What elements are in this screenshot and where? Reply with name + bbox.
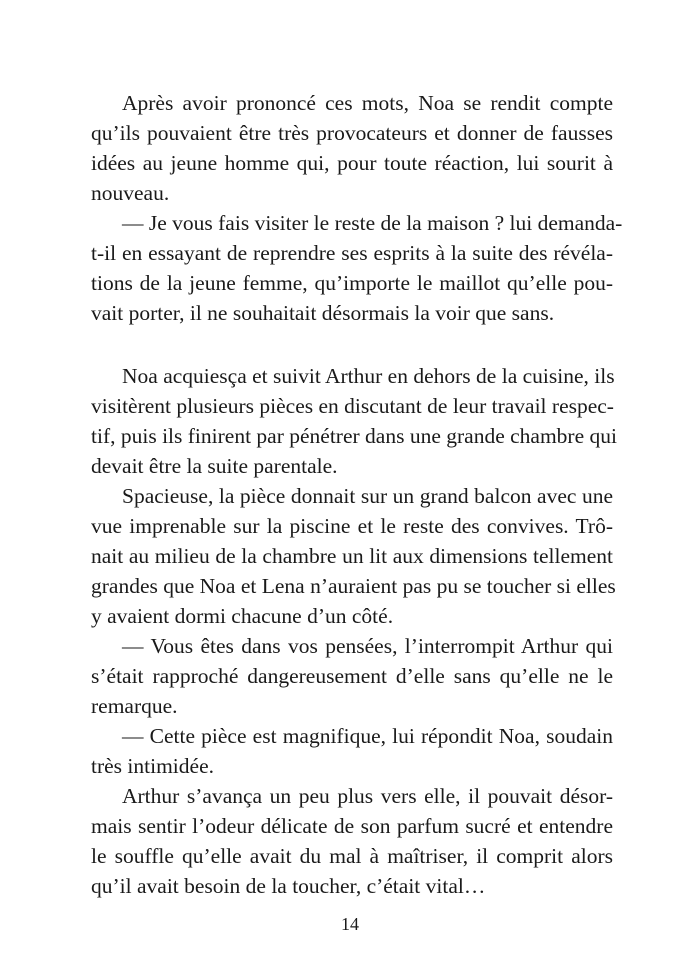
text-line: remarque. (91, 694, 178, 718)
text-line: tions de la jeune femme, qu’importe le maillot qu’elle pou- (91, 271, 613, 295)
text-line: t-il en essayant de reprendre ses esprits à la suite des révéla- (91, 241, 613, 265)
text-line: qu’ils pouvaient être très provocateurs et donner de fausses (91, 121, 613, 145)
text-line: nait au milieu de la chambre un lit aux dimensions tellement (91, 544, 613, 568)
text-line: — Vous êtes dans vos pensées, l’interrompit Arthur qui (122, 634, 613, 658)
text-line: grandes que Noa et Lena n’auraient pas pu se toucher si elles (91, 574, 616, 598)
text-line: nouveau. (91, 181, 170, 205)
text-line: vait porter, il ne souhaitait désormais la voir que sans. (91, 301, 555, 325)
paragraph (91, 481, 616, 631)
text-line: le souffle qu’elle avait du mal à maîtriser, il comprit alors (91, 844, 613, 868)
text-line: Noa acquiesça et suivit Arthur en dehors de la cuisine, ils (122, 364, 615, 388)
page-number: 14 (341, 914, 359, 934)
text-line: très intimidée. (91, 754, 214, 778)
text-line: devait être la suite parentale. (91, 454, 338, 478)
paragraph (91, 208, 623, 328)
text-line: y avaient dormi chacune d’un côté. (91, 604, 394, 628)
paragraph (91, 781, 613, 901)
text-line: qu’il avait besoin de la toucher, c’était vital… (91, 874, 486, 898)
text-line: vue imprenable sur la piscine et le reste des convives. Trô- (91, 514, 613, 538)
text-line: — Je vous fais visiter le reste de la maison ? lui demanda- (122, 211, 623, 235)
text-line: s’était rapproché dangereusement d’elle sans qu’elle ne le (91, 664, 613, 688)
text-line: Après avoir prononcé ces mots, Noa se rendit compte (122, 91, 613, 115)
text-line: mais sentir l’odeur délicate de son parfum sucré et entendre (91, 814, 613, 838)
text-line: — Cette pièce est magnifique, lui répondit Noa, soudain (122, 724, 613, 748)
text-line: Arthur s’avança un peu plus vers elle, il pouvait désor- (122, 784, 613, 808)
text-line: visitèrent plusieurs pièces en discutant de leur travail respec- (91, 394, 614, 418)
section-break (91, 328, 613, 361)
text-line: tif, puis ils finirent par pénétrer dans une grande chambre qui (91, 424, 617, 448)
text-line: Spacieuse, la pièce donnait sur un grand balcon avec une (122, 484, 613, 508)
paragraph (91, 631, 613, 721)
paragraph (91, 88, 613, 208)
paragraph (91, 361, 617, 481)
text-line: idées au jeune homme qui, pour toute réaction, lui sourit à (91, 151, 613, 175)
paragraph (91, 721, 613, 781)
body-text (91, 88, 623, 901)
